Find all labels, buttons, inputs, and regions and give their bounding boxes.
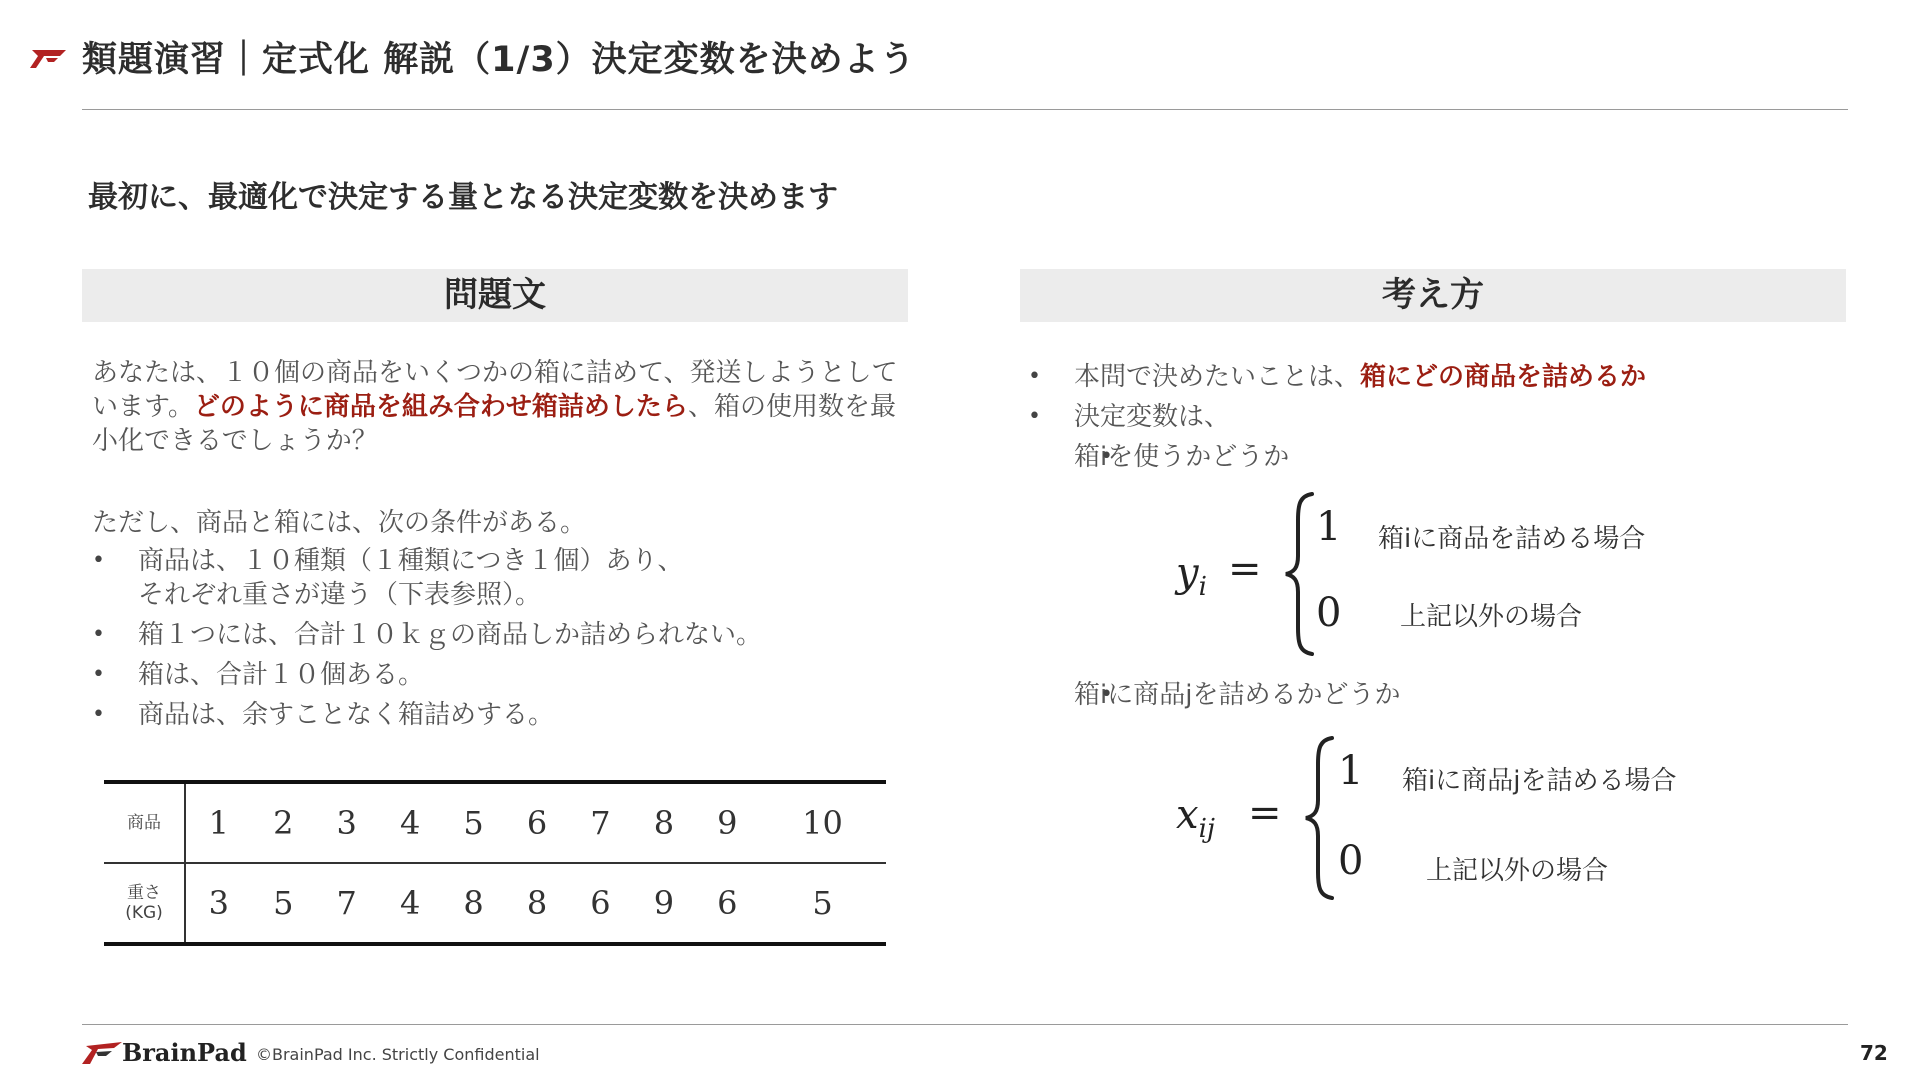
lead-text: 最初に、最適化で決定する量となる決定変数を決めます: [88, 180, 838, 215]
eq2-equals: =: [1248, 790, 1282, 836]
condition-item: • 箱は、合計１０個ある。: [92, 658, 912, 692]
weight-cell: 5: [812, 884, 833, 922]
item-cell: 8: [632, 782, 695, 863]
item-cell: 10: [759, 782, 886, 863]
eq1-case1-value: 1: [1316, 504, 1342, 550]
item-cell: 6: [505, 782, 568, 863]
conditions-intro: ただし、商品と箱には、次の条件がある。: [92, 508, 587, 538]
conditions-block: [92, 506, 912, 732]
problem-paragraph: [92, 356, 912, 458]
item-cell: 9: [696, 782, 759, 863]
item-cell: 2: [252, 782, 315, 863]
eq2-variable: [1176, 792, 1215, 844]
weight-cell: 3: [208, 884, 229, 922]
eq2-brace-icon: [1302, 734, 1336, 902]
approach-item: • 決定変数は、: [1028, 400, 1848, 434]
row-label-weights-line2: (KG): [125, 903, 163, 923]
slide-title: 類題演習｜定式化 解説（1/3）決定変数を決めよう: [82, 40, 916, 80]
row-label-weights-line1: 重さ: [127, 883, 161, 903]
page-number: 72: [1860, 1041, 1888, 1065]
brand-logo-icon: [82, 1038, 126, 1068]
eq1-case0-value: 0: [1316, 590, 1342, 636]
problem-highlight: どのように商品を組み合わせ箱詰めしたら: [193, 392, 688, 422]
approach-list: [1028, 360, 1848, 474]
table-row-weights: [104, 863, 886, 944]
item-cell: 1: [185, 782, 252, 863]
copyright: ©BrainPad Inc. Strictly Confidential: [256, 1045, 540, 1064]
weight-cell: 7: [336, 884, 357, 922]
weight-cell: 6: [590, 884, 611, 922]
approach-subitem: • 箱iを使うかどうか: [1028, 440, 1848, 474]
weight-cell: 8: [463, 884, 484, 922]
problem-heading: 問題文: [82, 269, 908, 322]
conditions-list: [92, 544, 912, 732]
eq1-brace-icon: [1282, 490, 1316, 658]
brand-name: BrainPad: [122, 1038, 247, 1067]
item-cell: 3: [315, 782, 378, 863]
header-divider: [82, 109, 1848, 110]
approach-highlight: 箱にどの商品を詰めるか: [1360, 362, 1647, 392]
eq1-subscript: i: [1198, 572, 1207, 602]
brand-mark-icon: [30, 44, 70, 72]
weight-cell: 5: [273, 884, 294, 922]
row-label-items: 商品: [104, 782, 185, 863]
table-row-items: [104, 782, 886, 863]
approach-text: 本問で決めたいことは、: [1074, 362, 1361, 392]
condition-item: • 箱１つには、合計１０ｋｇの商品しか詰められない。: [92, 618, 912, 652]
eq2-case1-text: 箱iに商品jを詰める場合: [1402, 766, 1677, 796]
condition-item: • 商品は、１０種類（１種類につき１個）あり、 それぞれ重さが違う（下表参照）。: [92, 544, 912, 612]
condition-item: • 商品は、余すことなく箱詰めする。: [92, 698, 912, 732]
item-cell: 7: [569, 782, 632, 863]
approach-heading: 考え方: [1020, 269, 1846, 322]
eq2-case1-value: 1: [1338, 748, 1364, 794]
approach-item: [1028, 360, 1848, 394]
approach-subitem: • 箱iに商品jを詰めるかどうか: [1028, 678, 1848, 712]
problem-text-b: 、箱の使用数を最小化できるでしょうか？: [92, 392, 896, 456]
item-cell: 4: [378, 782, 441, 863]
eq1-var: y: [1176, 550, 1199, 596]
eq1-equals: =: [1228, 546, 1262, 592]
eq1-case1-text: 箱iに商品を詰める場合: [1378, 524, 1646, 554]
weight-cell: 6: [717, 884, 738, 922]
row-label-weights: [104, 863, 185, 944]
eq2-var: x: [1176, 792, 1199, 838]
footer-divider: [82, 1024, 1848, 1025]
problem-text-a: あなたは、１０個の商品をいくつかの箱に詰めて、発送しようとしています。: [92, 358, 898, 422]
weight-table: [104, 780, 886, 946]
weight-cell: 8: [526, 884, 548, 922]
brand-logo: [82, 1036, 247, 1072]
eq1-case0-text: 上記以外の場合: [1400, 602, 1583, 632]
weight-cell: 9: [653, 884, 675, 922]
weight-cell: 4: [399, 884, 421, 922]
eq2-subscript: ij: [1198, 814, 1215, 844]
item-cell: 5: [442, 782, 505, 863]
eq2-case0-value: 0: [1338, 838, 1364, 884]
eq1-variable: [1176, 550, 1207, 602]
approach-list-2: [1028, 678, 1848, 712]
eq2-case0-text: 上記以外の場合: [1426, 856, 1609, 886]
